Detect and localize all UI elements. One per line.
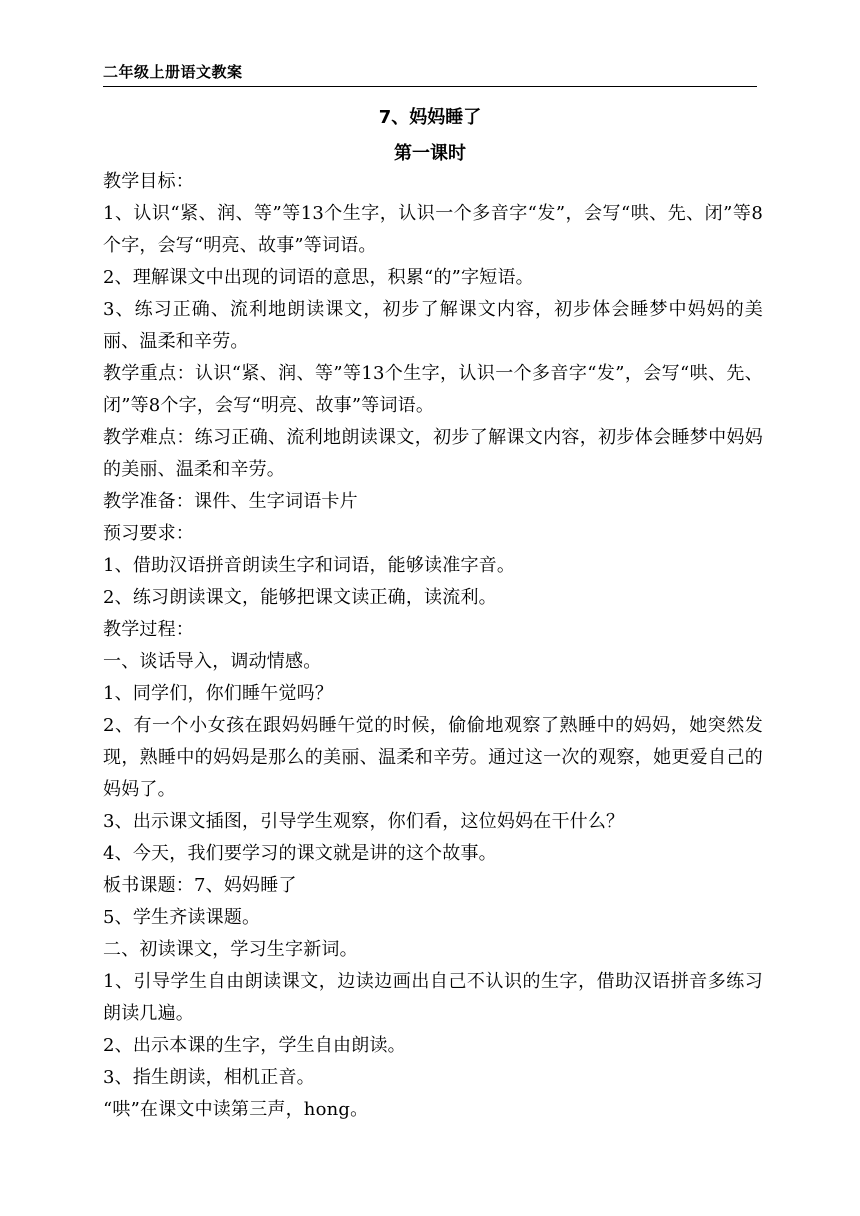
paragraph: 教学过程： xyxy=(103,619,194,640)
lesson-subtitle: 第一课时 xyxy=(394,143,466,164)
paragraph: 预习要求： xyxy=(103,523,194,544)
paragraph: 教学目标： xyxy=(103,171,194,192)
paragraph: 板书课题：7、妈妈睡了 xyxy=(103,875,297,896)
paragraph: 教学重点：认识“紧、润、等”等13个生字，认识一个多音字“发”，会写“哄、先、闭”等8个字，会写“明亮、故事”等词语。 xyxy=(103,363,763,416)
paragraph: 教学难点：练习正确、流利地朗读课文，初步了解课文内容，初步体会睡梦中妈妈的美丽、温柔和辛劳。 xyxy=(103,427,763,480)
paragraph: 3、指生朗读，相机正音。 xyxy=(103,1067,315,1088)
paragraph: 一、谈话导入，调动情感。 xyxy=(103,651,322,672)
header-title: 二年级上册语文教案 xyxy=(103,63,243,81)
paragraph: 2、出示本课的生字，学生自由朗读。 xyxy=(103,1035,406,1056)
paragraph: 3、出示课文插图，引导学生观察，你们看，这位妈妈在干什么？ xyxy=(103,811,625,832)
paragraph: “哄”在课文中读第三声，hong。 xyxy=(103,1099,369,1120)
paragraph: 2、理解课文中出现的词语的意思，积累“的”字短语。 xyxy=(103,267,534,288)
paragraph: 3、练习正确、流利地朗读课文，初步了解课文内容，初步体会睡梦中妈妈的美丽、温柔和辛劳。 xyxy=(103,299,763,352)
paragraph: 1、认识“紧、润、等”等13个生字，认识一个多音字“发”，会写“哄、先、闭”等8个字，会写“明亮、故事”等词语。 xyxy=(103,203,763,256)
paragraph: 4、今天，我们要学习的课文就是讲的这个故事。 xyxy=(103,843,497,864)
paragraph: 5、学生齐读课题。 xyxy=(103,907,261,928)
paragraph: 2、有一个小女孩在跟妈妈睡午觉的时候，偷偷地观察了熟睡中的妈妈，她突然发现，熟睡中的妈妈是那么的美丽、温柔和辛劳。通过这一次的观察，她更爱自己的妈妈了。 xyxy=(103,715,763,800)
paragraph: 教学准备：课件、生字词语卡片 xyxy=(103,491,358,512)
paragraph: 1、同学们，你们睡午觉吗？ xyxy=(103,683,334,704)
lesson-title: 7、妈妈睡了 xyxy=(378,107,482,128)
paragraph: 2、练习朗读课文，能够把课文读正确，读流利。 xyxy=(103,587,497,608)
paragraph: 1、引导学生自由朗读课文，边读边画出自己不认识的生字，借助汉语拼音多练习朗读几遍。 xyxy=(103,971,763,1024)
paragraph: 二、初读课文，学习生字新词。 xyxy=(103,939,358,960)
page-header xyxy=(103,62,757,87)
document-body xyxy=(103,166,763,1126)
paragraph: 1、借助汉语拼音朗读生字和词语，能够读准字音。 xyxy=(103,555,516,576)
